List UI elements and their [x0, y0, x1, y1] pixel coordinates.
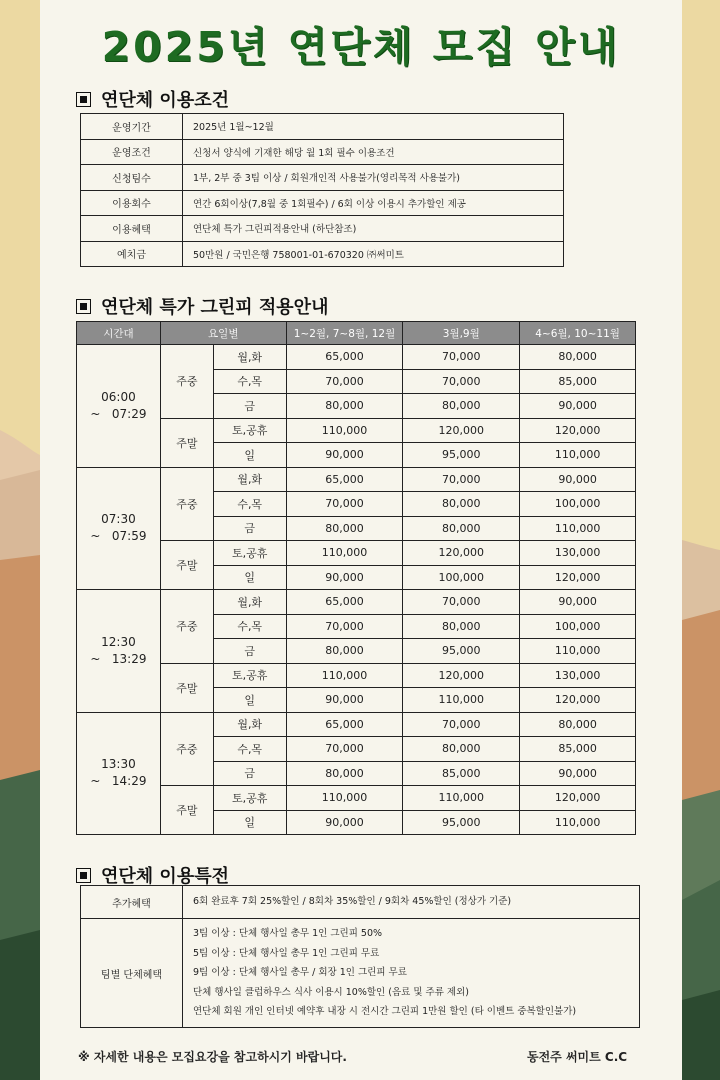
- benefit-key-team: 팀별 단체혜택: [81, 919, 183, 1028]
- time-start: 13:30: [101, 757, 136, 772]
- time-start: 07:30: [101, 512, 136, 527]
- condition-key: 예치금: [81, 241, 183, 267]
- price-cell: 70,000: [403, 345, 520, 370]
- time-end: ~ 14:29: [90, 774, 147, 789]
- table-row: [81, 165, 564, 191]
- condition-key: 이용회수: [81, 190, 183, 216]
- price-cell: 80,000: [403, 394, 520, 419]
- section-heading-text: 연단체 이용특전: [101, 866, 229, 887]
- day-cell: 수,목: [213, 737, 286, 762]
- time-start: 12:30: [101, 634, 136, 649]
- condition-key: 신청팀수: [81, 165, 183, 191]
- benefits-table: [80, 885, 640, 1028]
- price-cell: 110,000: [520, 810, 636, 835]
- condition-value: 신청서 양식에 기재한 해당 월 1회 필수 이용조건: [183, 139, 564, 165]
- table-row: [81, 139, 564, 165]
- footer-company: 동전주 써미트 C.C: [527, 1050, 628, 1064]
- price-cell: 95,000: [403, 443, 520, 468]
- price-cell: 70,000: [403, 590, 520, 615]
- table-row: [81, 886, 640, 919]
- header-time: 시간대: [77, 322, 161, 345]
- price-cell: 65,000: [286, 590, 403, 615]
- day-cell: 일: [213, 810, 286, 835]
- benefit-value-team: [183, 919, 640, 1028]
- benefit-value-extra: 6회 완료후 7회 25%할인 / 8회차 35%할인 / 9회차 45%할인 (정상가 기준): [183, 886, 640, 919]
- price-cell: 110,000: [286, 418, 403, 443]
- square-bullet-icon: [76, 92, 91, 107]
- price-cell: 95,000: [403, 639, 520, 664]
- price-cell: 90,000: [520, 761, 636, 786]
- price-cell: 120,000: [403, 663, 520, 688]
- price-cell: 120,000: [520, 786, 636, 811]
- header-season-2: 3월,9월: [403, 322, 520, 345]
- price-cell: 70,000: [403, 467, 520, 492]
- day-cell: 토,공휴: [213, 541, 286, 566]
- price-cell: 90,000: [286, 443, 403, 468]
- price-cell: 90,000: [286, 688, 403, 713]
- weekend-group: 주말: [160, 418, 213, 467]
- day-cell: 금: [213, 394, 286, 419]
- section-heading-greenfee: [76, 293, 328, 319]
- price-cell: 130,000: [520, 541, 636, 566]
- price-cell: 120,000: [520, 688, 636, 713]
- price-cell: 65,000: [286, 712, 403, 737]
- price-cell: 120,000: [403, 541, 520, 566]
- table-row: [77, 345, 636, 370]
- table-row: [77, 467, 636, 492]
- price-cell: 90,000: [520, 590, 636, 615]
- team-benefit-line: 9팀 이상 : 단체 행사일 총무 / 회장 1인 그린피 무료: [193, 967, 407, 979]
- benefit-key-extra: 추가혜택: [81, 886, 183, 919]
- header-day: 요일별: [160, 322, 286, 345]
- day-cell: 일: [213, 565, 286, 590]
- price-cell: 110,000: [520, 443, 636, 468]
- price-cell: 120,000: [403, 418, 520, 443]
- header-season-1: 1~2월, 7~8월, 12월: [286, 322, 403, 345]
- price-cell: 80,000: [403, 516, 520, 541]
- section-heading-text: 연단체 이용조건: [101, 90, 229, 111]
- price-cell: 80,000: [403, 492, 520, 517]
- conditions-table: [80, 113, 564, 267]
- price-cell: 80,000: [286, 761, 403, 786]
- team-benefit-line: 5팀 이상 : 단체 행사일 총무 1인 그린피 무료: [193, 947, 380, 959]
- section-heading-conditions: [76, 86, 229, 112]
- price-cell: 80,000: [286, 639, 403, 664]
- section-heading-text: 연단체 특가 그린피 적용안내: [101, 297, 329, 318]
- condition-key: 운영기간: [81, 114, 183, 140]
- table-row: [81, 190, 564, 216]
- price-cell: 110,000: [286, 663, 403, 688]
- time-slot-cell: [77, 467, 161, 590]
- day-cell: 일: [213, 443, 286, 468]
- price-cell: 70,000: [286, 614, 403, 639]
- price-cell: 90,000: [520, 467, 636, 492]
- team-benefit-line: 단체 행사일 클럽하우스 식사 이용시 10%할인 (음료 및 주류 제외): [193, 986, 469, 998]
- price-cell: 110,000: [403, 786, 520, 811]
- price-cell: 85,000: [520, 737, 636, 762]
- price-cell: 90,000: [286, 565, 403, 590]
- price-cell: 65,000: [286, 345, 403, 370]
- day-cell: 수,목: [213, 614, 286, 639]
- price-cell: 80,000: [520, 712, 636, 737]
- time-slot-cell: [77, 345, 161, 468]
- day-cell: 월,화: [213, 712, 286, 737]
- price-cell: 90,000: [520, 394, 636, 419]
- price-cell: 110,000: [286, 541, 403, 566]
- team-benefit-line: 연단체 회원 개인 인터넷 예약후 내장 시 전시간 그린피 1만원 할인 (타 이벤트 중복할인불가): [193, 1006, 577, 1018]
- price-cell: 95,000: [403, 810, 520, 835]
- condition-value: 연단체 특가 그린피적용안내 (하단참조): [183, 216, 564, 242]
- price-cell: 70,000: [286, 492, 403, 517]
- day-cell: 월,화: [213, 467, 286, 492]
- table-row: [77, 541, 636, 566]
- price-cell: 70,000: [286, 369, 403, 394]
- table-row: [77, 712, 636, 737]
- day-cell: 월,화: [213, 590, 286, 615]
- condition-value: 2025년 1월~12월: [183, 114, 564, 140]
- price-cell: 110,000: [520, 639, 636, 664]
- table-row: [77, 418, 636, 443]
- table-row: [81, 241, 564, 267]
- time-slot-cell: [77, 590, 161, 713]
- weekday-group: 주중: [160, 467, 213, 541]
- price-cell: 70,000: [286, 737, 403, 762]
- day-cell: 월,화: [213, 345, 286, 370]
- price-cell: 80,000: [520, 345, 636, 370]
- price-cell: 110,000: [520, 516, 636, 541]
- table-row: [81, 919, 640, 1028]
- page-title: 2025년 연단체 모집 안내: [101, 23, 621, 71]
- condition-value: 50만원 / 국민은행 758001-01-670320 ㈜써미트: [183, 241, 564, 267]
- greenfee-table: [76, 321, 636, 835]
- square-bullet-icon: [76, 299, 91, 314]
- table-row: [77, 590, 636, 615]
- condition-key: 운영조건: [81, 139, 183, 165]
- day-cell: 수,목: [213, 369, 286, 394]
- table-row: [77, 786, 636, 811]
- table-row: [81, 114, 564, 140]
- square-bullet-icon: [76, 868, 91, 883]
- price-cell: 100,000: [520, 492, 636, 517]
- table-row: [77, 663, 636, 688]
- price-cell: 85,000: [520, 369, 636, 394]
- price-cell: 85,000: [403, 761, 520, 786]
- day-cell: 수,목: [213, 492, 286, 517]
- day-cell: 일: [213, 688, 286, 713]
- weekday-group: 주중: [160, 712, 213, 786]
- condition-value: 연간 6회이상(7,8월 중 1회필수) / 6회 이상 이용시 추가할인 제공: [183, 190, 564, 216]
- day-cell: 금: [213, 639, 286, 664]
- header-season-3: 4~6월, 10~11월: [520, 322, 636, 345]
- time-start: 06:00: [101, 389, 136, 404]
- weekday-group: 주중: [160, 590, 213, 664]
- time-slot-cell: [77, 712, 161, 835]
- time-end: ~ 07:29: [90, 406, 147, 421]
- price-cell: 110,000: [403, 688, 520, 713]
- price-cell: 65,000: [286, 467, 403, 492]
- price-cell: 80,000: [403, 614, 520, 639]
- price-cell: 70,000: [403, 369, 520, 394]
- condition-value: 1부, 2부 중 3팀 이상 / 회원개인적 사용불가(영리목적 사용불가): [183, 165, 564, 191]
- time-end: ~ 07:59: [90, 529, 147, 544]
- weekend-group: 주말: [160, 786, 213, 835]
- price-cell: 80,000: [286, 516, 403, 541]
- day-cell: 토,공휴: [213, 418, 286, 443]
- price-cell: 120,000: [520, 418, 636, 443]
- price-cell: 80,000: [286, 394, 403, 419]
- price-cell: 80,000: [403, 737, 520, 762]
- footer-note: ※ 자세한 내용은 모집요강을 참고하시기 바랍니다.: [78, 1050, 347, 1064]
- time-end: ~ 13:29: [90, 651, 147, 666]
- price-cell: 120,000: [520, 565, 636, 590]
- weekday-group: 주중: [160, 345, 213, 419]
- day-cell: 토,공휴: [213, 786, 286, 811]
- price-cell: 100,000: [520, 614, 636, 639]
- table-row: [81, 216, 564, 242]
- team-benefit-line: 3팀 이상 : 단체 행사일 총무 1인 그린피 50%: [193, 928, 383, 940]
- price-cell: 90,000: [286, 810, 403, 835]
- price-cell: 70,000: [403, 712, 520, 737]
- weekend-group: 주말: [160, 663, 213, 712]
- day-cell: 금: [213, 516, 286, 541]
- table-header-row: [77, 322, 636, 345]
- price-cell: 100,000: [403, 565, 520, 590]
- day-cell: 금: [213, 761, 286, 786]
- price-cell: 130,000: [520, 663, 636, 688]
- condition-key: 이용혜택: [81, 216, 183, 242]
- price-cell: 110,000: [286, 786, 403, 811]
- day-cell: 토,공휴: [213, 663, 286, 688]
- weekend-group: 주말: [160, 541, 213, 590]
